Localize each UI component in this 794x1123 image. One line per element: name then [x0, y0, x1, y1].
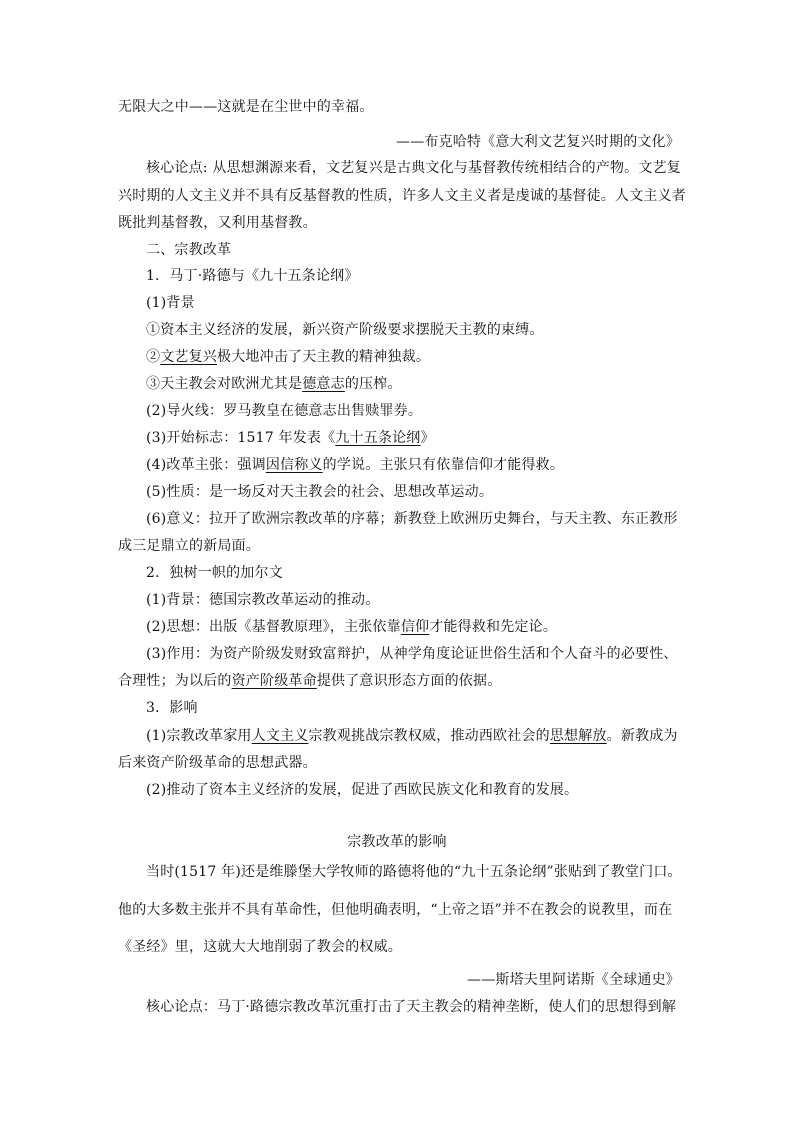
influence-1-line-2: 后来资产阶级革命的思想武器。	[118, 755, 317, 771]
core-point-line-3: 既批判基督教，又利用基督教。	[118, 215, 317, 231]
underlined-term: 九十五条论纲	[335, 430, 421, 446]
meaning-line-1: (6)意义：拉开了欧洲宗教改革的序幕；新教登上欧洲历史舞台，与天主教、东正教形	[146, 511, 678, 527]
core-point-line-1: 核心论点: 从思想渊源来看，文艺复兴是古典文化与基督教传统相结合的产物。文艺复	[146, 160, 681, 176]
underlined-term: 德意志	[302, 376, 345, 392]
influence-2: (2)推动了资本主义经济的发展，促进了西欧民族文化和教育的发展。	[146, 782, 579, 798]
underlined-term: 因信称义	[265, 457, 323, 473]
background-title: (1)背景	[146, 295, 195, 311]
background-item-1: ①资本主义经济的发展，新兴资产阶级要求摆脱天主教的束缚。	[146, 322, 544, 338]
reading-line-2: 他的大多数主张并不具有革命性，但他明确表明，“上帝之语”并不在教会的说教里，而在	[118, 902, 673, 918]
quote-source: ——布克哈特《意大利文艺复兴时期的文化》	[396, 134, 680, 150]
section-heading: 二、宗教改革	[146, 242, 232, 258]
reform-claim-line: (4)改革主张：强调因信称义的学说。主张只有依靠信仰才能得救。	[146, 457, 565, 473]
reading-line-3: 《圣经》里，这就大大地削弱了教会的权威。	[118, 939, 402, 955]
calvin-effect-line-2: 合理性；为以后的资产阶级革命提供了意识形态方面的依据。	[118, 673, 502, 689]
reading-core-point: 核心论点：马丁·路德宗教改革沉重打击了天主教会的精神垄断，使人们的思想得到解	[146, 999, 677, 1015]
calvin-idea: (2)思想：出版《基督教原理》，主张依靠信仰才能得救和先定论。	[146, 619, 558, 635]
reading-source: ——斯塔夫里阿诺斯《全球通史》	[467, 972, 680, 988]
underlined-term: 思想解放	[549, 728, 607, 744]
background-item-3: ③天主教会对欧洲尤其是德意志的压榨。	[146, 376, 402, 392]
underlined-term: 信仰	[400, 619, 430, 635]
subheading-influence: 3．影响	[146, 700, 198, 716]
subheading-luther: 1．马丁·路德与《九十五条论纲》	[146, 268, 359, 284]
core-point-line-2: 兴时期的人文主义并不具有反基督教的性质，许多人文主义者是虔诚的基督徒。人文主义者	[118, 188, 686, 204]
quote-end-line: 无限大之中——这就是在尘世中的幸福。	[118, 99, 374, 115]
underlined-term: 资产阶级革命	[231, 673, 317, 689]
underlined-term: 人文主义	[251, 728, 309, 744]
start-mark-line: (3)开始标志：1517 年发表《九十五条论纲》	[146, 430, 435, 446]
nature-line: (5)性质：是一场反对天主教会的社会、思想改革运动。	[146, 484, 494, 500]
influence-1-line-1: (1)宗教改革家用人文主义宗教观挑战宗教权威，推动西欧社会的思想解放。新教成为	[146, 728, 678, 744]
underlined-term: 文艺复兴	[160, 349, 218, 365]
calvin-background: (1)背景：德国宗教改革运动的推动。	[146, 592, 380, 608]
subheading-calvin: 2．独树一帜的加尔文	[146, 565, 283, 581]
reading-title: 宗教改革的影响	[347, 834, 447, 850]
calvin-effect-line-1: (3)作用：为资产阶级发财致富辩护，从神学角度论证世俗生活和个人奋斗的必要性、	[146, 646, 678, 662]
background-item-2: ②文艺复兴极大地冲击了天主教的精神独裁。	[146, 349, 431, 365]
fuse-line: (2)导火线：罗马教皇在德意志出售赎罪券。	[146, 403, 423, 419]
reading-line-1: 当时(1517 年)还是维滕堡大学牧师的路德将他的“九十五条论纲”张贴到了教堂门口。	[146, 864, 682, 880]
meaning-line-2: 成三足鼎立的新局面。	[118, 538, 260, 554]
